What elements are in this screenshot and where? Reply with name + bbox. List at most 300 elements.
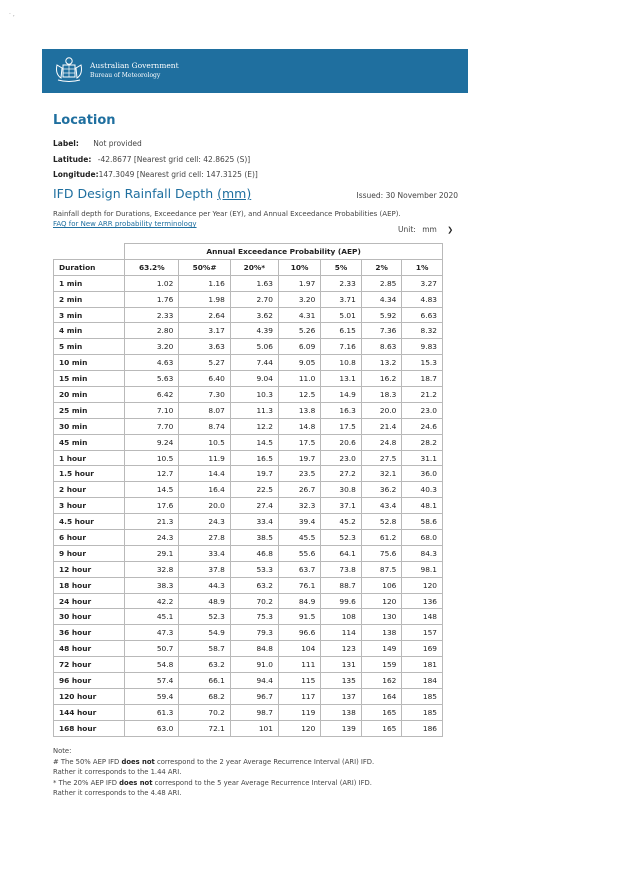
depth-cell: 13.2 <box>361 355 402 371</box>
ifd-table <box>53 243 443 737</box>
depth-cell: 120 <box>402 577 443 593</box>
duration-cell: 30 hour <box>54 609 125 625</box>
table-row <box>54 355 443 371</box>
depth-cell: 8.63 <box>361 339 402 355</box>
unit-selector[interactable] <box>398 225 453 234</box>
depth-cell: 19.7 <box>278 450 320 466</box>
depth-cell: 27.2 <box>321 466 362 482</box>
depth-cell: 96.6 <box>278 625 320 641</box>
location-heading: Location <box>53 113 116 128</box>
depth-cell: 7.10 <box>125 402 179 418</box>
depth-cell: 48.1 <box>402 498 443 514</box>
depth-cell: 164 <box>361 688 402 704</box>
depth-cell: 24.8 <box>361 434 402 450</box>
depth-cell: 84.3 <box>402 545 443 561</box>
depth-cell: 53.3 <box>230 561 278 577</box>
duration-cell: 168 hour <box>54 720 125 736</box>
depth-cell: 48.9 <box>179 593 231 609</box>
depth-cell: 5.92 <box>361 307 402 323</box>
depth-cell: 137 <box>321 688 362 704</box>
depth-cell: 23.0 <box>321 450 362 466</box>
depth-cell: 63.2 <box>230 577 278 593</box>
depth-cell: 8.07 <box>179 402 231 418</box>
depth-cell: 45.2 <box>321 514 362 530</box>
depth-cell: 10.5 <box>179 434 231 450</box>
duration-cell: 2 hour <box>54 482 125 498</box>
aep-column-header: 2% <box>361 259 402 275</box>
depth-cell: 54.8 <box>125 657 179 673</box>
depth-cell: 27.8 <box>179 530 231 546</box>
depth-cell: 120 <box>361 593 402 609</box>
depth-cell: 24.3 <box>125 530 179 546</box>
depth-cell: 31.1 <box>402 450 443 466</box>
depth-cell: 131 <box>321 657 362 673</box>
aep-column-header: 50%# <box>179 259 231 275</box>
depth-cell: 45.1 <box>125 609 179 625</box>
depth-cell: 139 <box>321 720 362 736</box>
duration-cell: 12 hour <box>54 561 125 577</box>
depth-cell: 72.1 <box>179 720 231 736</box>
depth-cell: 44.3 <box>179 577 231 593</box>
notes <box>53 746 374 799</box>
depth-cell: 7.16 <box>321 339 362 355</box>
duration-cell: 4.5 hour <box>54 514 125 530</box>
depth-cell: 30.8 <box>321 482 362 498</box>
depth-cell: 21.2 <box>402 387 443 403</box>
ifd-table-body <box>54 275 443 736</box>
depth-cell: 7.70 <box>125 418 179 434</box>
depth-cell: 2.33 <box>125 307 179 323</box>
depth-cell: 20.6 <box>321 434 362 450</box>
depth-cell: 94.4 <box>230 673 278 689</box>
latitude-row <box>53 155 250 164</box>
depth-cell: 27.4 <box>230 498 278 514</box>
depth-cell: 135 <box>321 673 362 689</box>
table-row <box>54 291 443 307</box>
depth-cell: 6.09 <box>278 339 320 355</box>
government-wordmark <box>90 61 179 80</box>
depth-cell: 68.2 <box>179 688 231 704</box>
depth-cell: 9.04 <box>230 371 278 387</box>
depth-cell: 15.3 <box>402 355 443 371</box>
duration-cell: 15 min <box>54 371 125 387</box>
depth-cell: 2.33 <box>321 275 362 291</box>
note-1 <box>53 757 374 768</box>
depth-cell: 3.20 <box>278 291 320 307</box>
depth-cell: 17.5 <box>321 418 362 434</box>
depth-cell: 9.83 <box>402 339 443 355</box>
depth-cell: 55.6 <box>278 545 320 561</box>
depth-cell: 5.01 <box>321 307 362 323</box>
unit-label: Unit: <box>398 225 416 234</box>
depth-cell: 14.4 <box>179 466 231 482</box>
table-row <box>54 418 443 434</box>
depth-cell: 148 <box>402 609 443 625</box>
duration-cell: 6 hour <box>54 530 125 546</box>
depth-cell: 4.31 <box>278 307 320 323</box>
depth-cell: 5.27 <box>179 355 231 371</box>
depth-cell: 130 <box>361 609 402 625</box>
depth-cell: 115 <box>278 673 320 689</box>
depth-cell: 6.15 <box>321 323 362 339</box>
depth-cell: 1.63 <box>230 275 278 291</box>
depth-cell: 23.5 <box>278 466 320 482</box>
depth-cell: 6.42 <box>125 387 179 403</box>
depth-cell: 16.5 <box>230 450 278 466</box>
depth-cell: 4.39 <box>230 323 278 339</box>
depth-cell: 28.2 <box>402 434 443 450</box>
depth-cell: 32.1 <box>361 466 402 482</box>
duration-cell: 2 min <box>54 291 125 307</box>
table-row <box>54 641 443 657</box>
depth-cell: 13.1 <box>321 371 362 387</box>
note-2 <box>53 778 374 789</box>
depth-cell: 33.4 <box>230 514 278 530</box>
depth-cell: 16.2 <box>361 371 402 387</box>
depth-cell: 46.8 <box>230 545 278 561</box>
depth-cell: 186 <box>402 720 443 736</box>
depth-cell: 149 <box>361 641 402 657</box>
duration-cell: 9 hour <box>54 545 125 561</box>
depth-cell: 64.1 <box>321 545 362 561</box>
depth-cell: 99.6 <box>321 593 362 609</box>
depth-cell: 9.24 <box>125 434 179 450</box>
depth-cell: 14.8 <box>278 418 320 434</box>
duration-cell: 1 hour <box>54 450 125 466</box>
duration-cell: 120 hour <box>54 688 125 704</box>
depth-cell: 47.3 <box>125 625 179 641</box>
depth-cell: 52.3 <box>321 530 362 546</box>
table-row <box>54 323 443 339</box>
depth-cell: 16.3 <box>321 402 362 418</box>
depth-cell: 75.3 <box>230 609 278 625</box>
aep-column-header: 20%* <box>230 259 278 275</box>
depth-cell: 2.64 <box>179 307 231 323</box>
table-row <box>54 307 443 323</box>
depth-cell: 19.7 <box>230 466 278 482</box>
chevron-down-icon[interactable]: ❯ <box>447 226 454 234</box>
ifd-heading-text: IFD Design Rainfall Depth <box>53 186 214 201</box>
depth-cell: 3.17 <box>179 323 231 339</box>
depth-cell: 63.7 <box>278 561 320 577</box>
faq-link[interactable]: FAQ for New ARR probability terminology <box>53 220 197 228</box>
depth-cell: 32.8 <box>125 561 179 577</box>
depth-cell: 61.2 <box>361 530 402 546</box>
depth-cell: 11.0 <box>278 371 320 387</box>
depth-cell: 184 <box>402 673 443 689</box>
depth-cell: 23.0 <box>402 402 443 418</box>
ifd-description: Rainfall depth for Durations, Exceedance per Year (EY), and Annual Exceedance Probabilities (AEP). <box>53 210 401 218</box>
depth-cell: 14.5 <box>230 434 278 450</box>
depth-cell: 6.63 <box>402 307 443 323</box>
longitude-value: 147.3049 [Nearest grid cell: 147.3125 (E)] <box>98 170 258 179</box>
aep-column-header: 10% <box>278 259 320 275</box>
duration-cell: 20 min <box>54 387 125 403</box>
duration-cell: 72 hour <box>54 657 125 673</box>
depth-cell: 76.1 <box>278 577 320 593</box>
duration-cell: 30 min <box>54 418 125 434</box>
depth-cell: 54.9 <box>179 625 231 641</box>
depth-cell: 165 <box>361 720 402 736</box>
depth-cell: 117 <box>278 688 320 704</box>
depth-cell: 91.0 <box>230 657 278 673</box>
table-row <box>54 561 443 577</box>
table-row <box>54 450 443 466</box>
depth-cell: 21.3 <box>125 514 179 530</box>
depth-cell: 1.02 <box>125 275 179 291</box>
depth-cell: 1.98 <box>179 291 231 307</box>
note-2-post: correspond to the 5 year Average Recurrence Interval (ARI) IFD. <box>154 778 372 787</box>
depth-cell: 87.5 <box>361 561 402 577</box>
depth-cell: 36.2 <box>361 482 402 498</box>
depth-cell: 36.0 <box>402 466 443 482</box>
depth-cell: 52.3 <box>179 609 231 625</box>
depth-cell: 2.85 <box>361 275 402 291</box>
latitude-value: -42.8677 [Nearest grid cell: 42.8625 (S)] <box>97 155 251 164</box>
depth-cell: 14.5 <box>125 482 179 498</box>
depth-cell: 1.16 <box>179 275 231 291</box>
depth-cell: 7.30 <box>179 387 231 403</box>
coat-of-arms-icon <box>54 56 84 84</box>
depth-cell: 70.2 <box>230 593 278 609</box>
depth-cell: 96.7 <box>230 688 278 704</box>
depth-cell: 24.6 <box>402 418 443 434</box>
note-2-bold: does not <box>119 778 153 787</box>
depth-cell: 108 <box>321 609 362 625</box>
depth-cell: 162 <box>361 673 402 689</box>
duration-cell: 3 min <box>54 307 125 323</box>
depth-cell: 119 <box>278 704 320 720</box>
depth-cell: 5.26 <box>278 323 320 339</box>
depth-cell: 63.2 <box>179 657 231 673</box>
depth-cell: 38.5 <box>230 530 278 546</box>
depth-cell: 6.40 <box>179 371 231 387</box>
ifd-heading-unit: (mm) <box>217 186 252 201</box>
depth-cell: 12.2 <box>230 418 278 434</box>
depth-cell: 10.3 <box>230 387 278 403</box>
table-row <box>54 673 443 689</box>
depth-cell: 101 <box>230 720 278 736</box>
depth-cell: 1.97 <box>278 275 320 291</box>
depth-cell: 84.9 <box>278 593 320 609</box>
duration-cell: 48 hour <box>54 641 125 657</box>
ifd-heading <box>53 186 251 201</box>
depth-cell: 1.76 <box>125 291 179 307</box>
depth-cell: 123 <box>321 641 362 657</box>
depth-cell: 33.4 <box>179 545 231 561</box>
duration-cell: 3 hour <box>54 498 125 514</box>
table-row <box>54 688 443 704</box>
table-row <box>54 720 443 736</box>
depth-cell: 14.9 <box>321 387 362 403</box>
note-1-bold: does not <box>121 757 155 766</box>
depth-cell: 16.4 <box>179 482 231 498</box>
depth-cell: 10.5 <box>125 450 179 466</box>
aep-group-header: Annual Exceedance Probability (AEP) <box>125 244 443 260</box>
depth-cell: 63.0 <box>125 720 179 736</box>
depth-cell: 181 <box>402 657 443 673</box>
unit-value: mm <box>422 225 437 234</box>
depth-cell: 114 <box>321 625 362 641</box>
label-key: Label: <box>53 139 79 148</box>
depth-cell: 59.4 <box>125 688 179 704</box>
depth-cell: 7.36 <box>361 323 402 339</box>
depth-cell: 12.7 <box>125 466 179 482</box>
depth-cell: 4.34 <box>361 291 402 307</box>
longitude-row <box>53 170 258 179</box>
depth-cell: 58.6 <box>402 514 443 530</box>
depth-cell: 68.0 <box>402 530 443 546</box>
note-1-pre: # The 50% AEP IFD <box>53 757 120 766</box>
depth-cell: 58.7 <box>179 641 231 657</box>
depth-cell: 111 <box>278 657 320 673</box>
duration-cell: 18 hour <box>54 577 125 593</box>
table-row <box>54 275 443 291</box>
table-row <box>54 577 443 593</box>
duration-cell: 45 min <box>54 434 125 450</box>
depth-cell: 120 <box>278 720 320 736</box>
depth-cell: 12.5 <box>278 387 320 403</box>
depth-cell: 20.0 <box>179 498 231 514</box>
depth-cell: 5.63 <box>125 371 179 387</box>
note-2-line2: Rather it corresponds to the 4.48 ARI. <box>53 789 182 798</box>
duration-cell: 36 hour <box>54 625 125 641</box>
aep-column-header: 63.2% <box>125 259 179 275</box>
depth-cell: 10.8 <box>321 355 362 371</box>
depth-cell: 169 <box>402 641 443 657</box>
depth-cell: 4.83 <box>402 291 443 307</box>
depth-cell: 8.74 <box>179 418 231 434</box>
depth-cell: 3.62 <box>230 307 278 323</box>
duration-cell: 5 min <box>54 339 125 355</box>
depth-cell: 3.63 <box>179 339 231 355</box>
latitude-key: Latitude: <box>53 155 92 164</box>
depth-cell: 136 <box>402 593 443 609</box>
depth-cell: 3.27 <box>402 275 443 291</box>
table-row <box>54 371 443 387</box>
depth-cell: 138 <box>321 704 362 720</box>
depth-cell: 138 <box>361 625 402 641</box>
depth-cell: 18.3 <box>361 387 402 403</box>
depth-cell: 3.71 <box>321 291 362 307</box>
depth-cell: 8.32 <box>402 323 443 339</box>
label-row <box>53 139 142 148</box>
depth-cell: 21.4 <box>361 418 402 434</box>
depth-cell: 5.06 <box>230 339 278 355</box>
depth-cell: 26.7 <box>278 482 320 498</box>
gov-line1: Australian Government <box>90 61 179 70</box>
depth-cell: 91.5 <box>278 609 320 625</box>
table-row <box>54 593 443 609</box>
aep-column-header: 1% <box>402 259 443 275</box>
depth-cell: 17.5 <box>278 434 320 450</box>
issued-date: Issued: 30 November 2020 <box>356 191 458 200</box>
depth-cell: 165 <box>361 704 402 720</box>
depth-cell: 159 <box>361 657 402 673</box>
depth-cell: 50.7 <box>125 641 179 657</box>
depth-cell: 2.80 <box>125 323 179 339</box>
depth-cell: 29.1 <box>125 545 179 561</box>
duration-cell: 25 min <box>54 402 125 418</box>
depth-cell: 106 <box>361 577 402 593</box>
depth-cell: 88.7 <box>321 577 362 593</box>
table-row <box>54 704 443 720</box>
aep-column-header: 5% <box>321 259 362 275</box>
depth-cell: 3.20 <box>125 339 179 355</box>
depth-cell: 13.8 <box>278 402 320 418</box>
depth-cell: 70.2 <box>179 704 231 720</box>
table-row <box>54 609 443 625</box>
group-header-row <box>54 244 443 260</box>
depth-cell: 37.8 <box>179 561 231 577</box>
depth-cell: 57.4 <box>125 673 179 689</box>
longitude-key: Longitude: <box>53 170 99 179</box>
depth-cell: 45.5 <box>278 530 320 546</box>
depth-cell: 185 <box>402 704 443 720</box>
depth-cell: 84.8 <box>230 641 278 657</box>
duration-cell: 10 min <box>54 355 125 371</box>
depth-cell: 9.05 <box>278 355 320 371</box>
depth-cell: 18.7 <box>402 371 443 387</box>
scan-mark: · , <box>9 11 15 18</box>
government-banner <box>42 49 468 93</box>
label-value: Not provided <box>93 139 142 148</box>
depth-cell: 7.44 <box>230 355 278 371</box>
depth-cell: 24.3 <box>179 514 231 530</box>
depth-cell: 11.3 <box>230 402 278 418</box>
depth-cell: 52.8 <box>361 514 402 530</box>
depth-cell: 39.4 <box>278 514 320 530</box>
table-row <box>54 482 443 498</box>
depth-cell: 2.70 <box>230 291 278 307</box>
depth-cell: 22.5 <box>230 482 278 498</box>
depth-cell: 73.8 <box>321 561 362 577</box>
depth-cell: 17.6 <box>125 498 179 514</box>
depth-cell: 98.1 <box>402 561 443 577</box>
duration-cell: 96 hour <box>54 673 125 689</box>
duration-cell: 144 hour <box>54 704 125 720</box>
table-row <box>54 530 443 546</box>
depth-cell: 75.6 <box>361 545 402 561</box>
depth-cell: 32.3 <box>278 498 320 514</box>
depth-cell: 11.9 <box>179 450 231 466</box>
depth-cell: 43.4 <box>361 498 402 514</box>
depth-cell: 20.0 <box>361 402 402 418</box>
depth-cell: 79.3 <box>230 625 278 641</box>
depth-cell: 4.63 <box>125 355 179 371</box>
depth-cell: 37.1 <box>321 498 362 514</box>
table-row <box>54 514 443 530</box>
table-row <box>54 657 443 673</box>
note-1-post: correspond to the 2 year Average Recurrence Interval (ARI) IFD. <box>156 757 375 766</box>
depth-cell: 185 <box>402 688 443 704</box>
table-row <box>54 466 443 482</box>
blank-header-cell <box>54 244 125 260</box>
depth-cell: 42.2 <box>125 593 179 609</box>
table-row <box>54 625 443 641</box>
duration-cell: 1 min <box>54 275 125 291</box>
table-row <box>54 498 443 514</box>
duration-column-header: Duration <box>54 259 125 275</box>
gov-line2: Bureau of Meteorology <box>90 72 161 79</box>
depth-cell: 27.5 <box>361 450 402 466</box>
notes-title: Note: <box>53 747 72 755</box>
depth-cell: 66.1 <box>179 673 231 689</box>
table-row <box>54 545 443 561</box>
column-header-row <box>54 259 443 275</box>
depth-cell: 157 <box>402 625 443 641</box>
depth-cell: 40.3 <box>402 482 443 498</box>
